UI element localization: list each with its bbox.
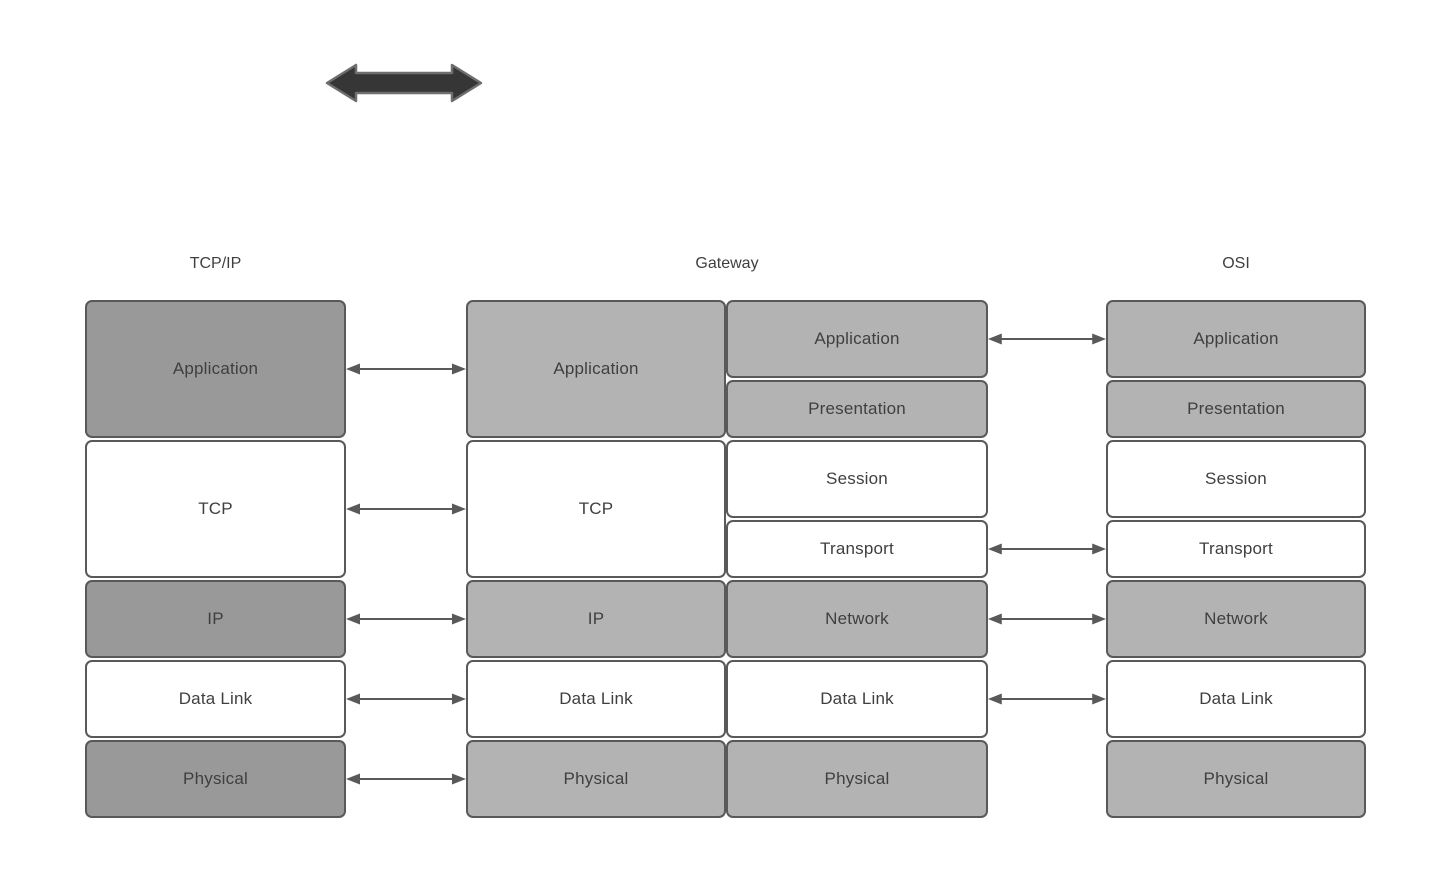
double-arrow-icon xyxy=(988,611,1106,627)
osi-transport-box: Transport xyxy=(1106,520,1366,578)
osi-physical-box: Physical xyxy=(1106,740,1366,818)
thick-double-arrow-icon xyxy=(325,63,483,103)
gateway-right-session-box: Session xyxy=(726,440,988,518)
gateway-right-network-box: Network xyxy=(726,580,988,658)
osi-datalink-box: Data Link xyxy=(1106,660,1366,738)
double-arrow-icon xyxy=(346,611,466,627)
column-title-osi: OSI xyxy=(1222,255,1250,272)
double-arrow-icon xyxy=(988,691,1106,707)
double-arrow-icon xyxy=(346,361,466,377)
column-title-gateway: Gateway xyxy=(695,255,759,272)
osi-presentation-box: Presentation xyxy=(1106,380,1366,438)
gateway-left-ip-box: IP xyxy=(466,580,726,658)
gateway-right-datalink-box: Data Link xyxy=(726,660,988,738)
gateway-left-datalink-box: Data Link xyxy=(466,660,726,738)
osi-session-box: Session xyxy=(1106,440,1366,518)
double-arrow-icon xyxy=(988,541,1106,557)
gateway-right-application-box: Application xyxy=(726,300,988,378)
gateway-right-physical-box: Physical xyxy=(726,740,988,818)
column-title-tcpip: TCP/IP xyxy=(189,255,242,272)
tcpip-physical-box: Physical xyxy=(85,740,346,818)
tcpip-ip-box: IP xyxy=(85,580,346,658)
gateway-left-physical-box: Physical xyxy=(466,740,726,818)
osi-network-box: Network xyxy=(1106,580,1366,658)
gateway-right-transport-box: Transport xyxy=(726,520,988,578)
tcpip-tcp-box: TCP xyxy=(85,440,346,578)
double-arrow-icon xyxy=(346,501,466,517)
double-arrow-icon xyxy=(346,691,466,707)
gateway-right-presentation-box: Presentation xyxy=(726,380,988,438)
double-arrow-icon xyxy=(988,331,1106,347)
tcpip-datalink-box: Data Link xyxy=(85,660,346,738)
double-arrow-icon xyxy=(346,771,466,787)
gateway-left-tcp-box: TCP xyxy=(466,440,726,578)
osi-application-box: Application xyxy=(1106,300,1366,378)
tcpip-application-box: Application xyxy=(85,300,346,438)
gateway-left-application-box: Application xyxy=(466,300,726,438)
